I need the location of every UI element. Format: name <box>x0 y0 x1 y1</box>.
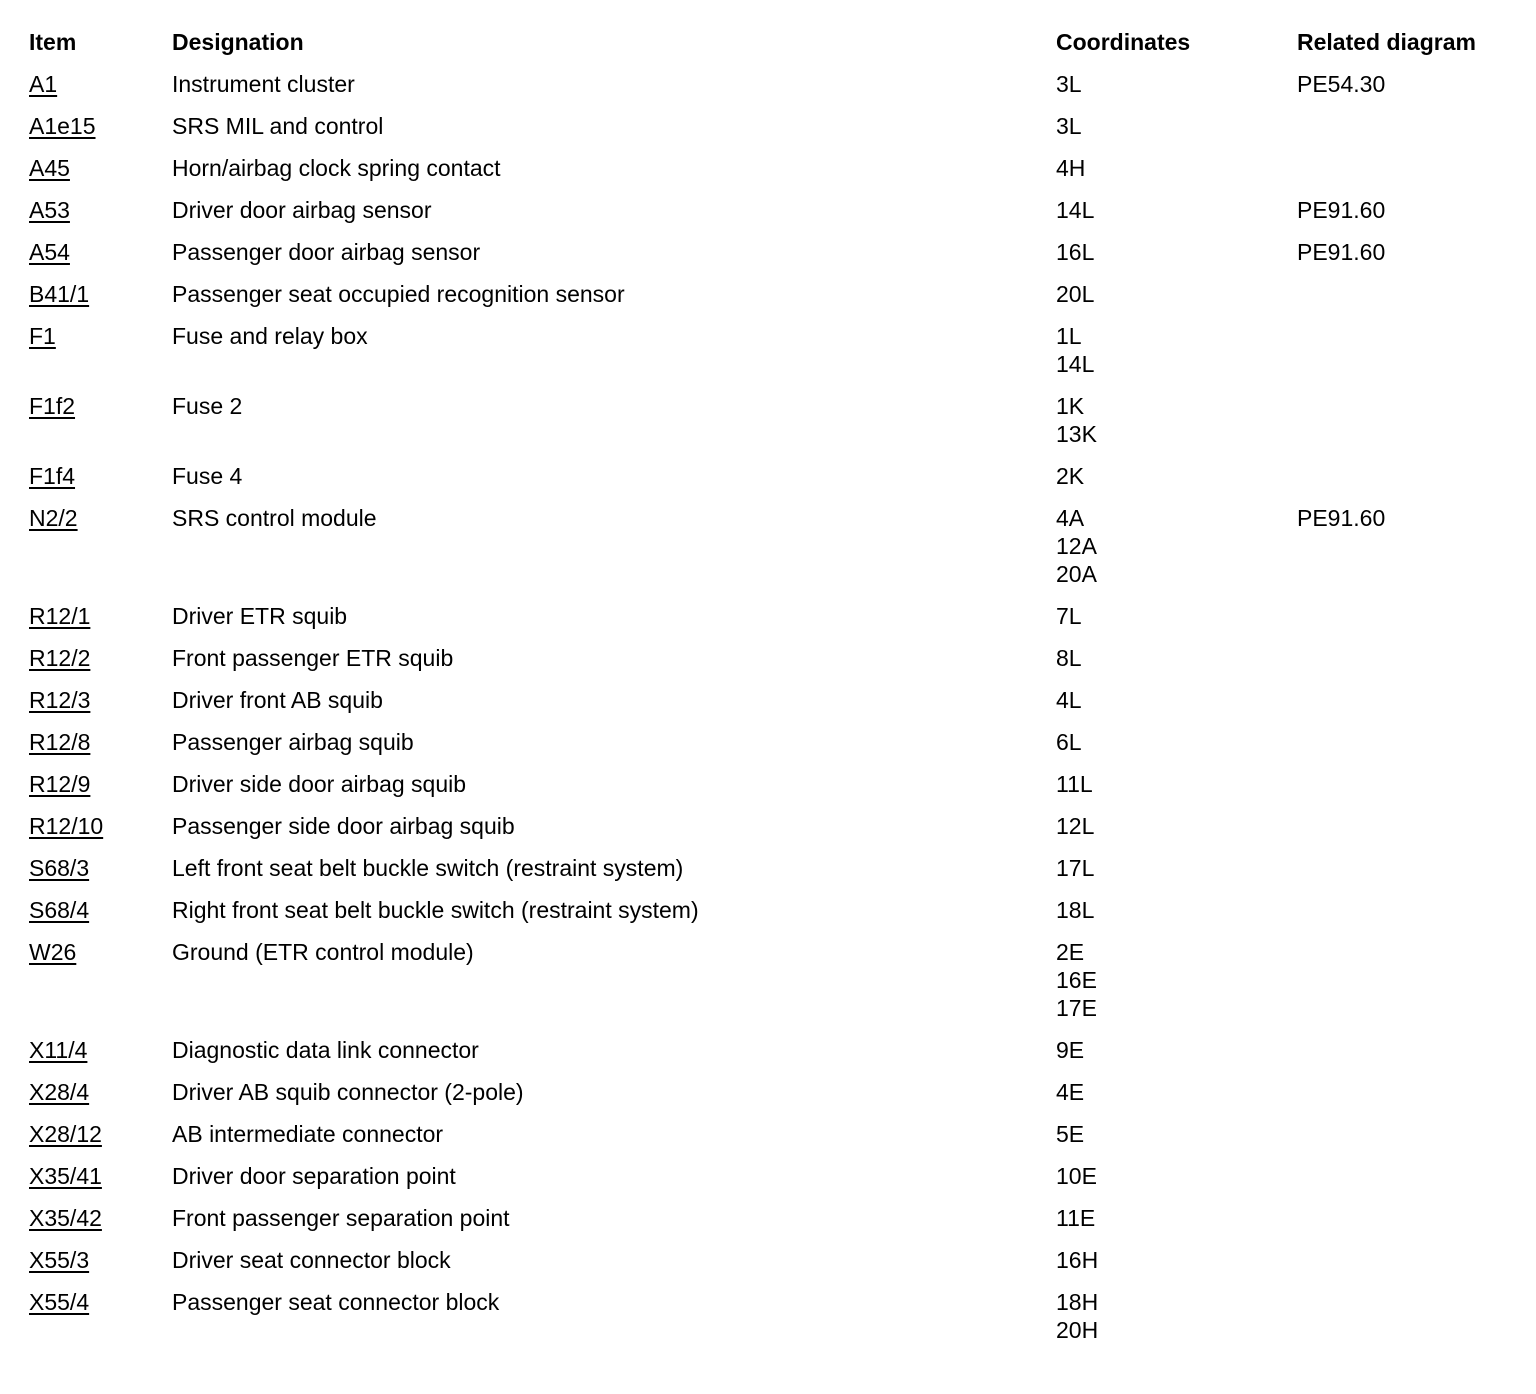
coordinates-cell <box>1056 1036 1084 1064</box>
coordinates-cell <box>1056 644 1082 672</box>
related-diagram-cell: PE91.60 <box>1297 197 1386 223</box>
table-row <box>29 1246 1519 1288</box>
coordinate-value: 20L <box>1056 281 1095 307</box>
table-body <box>29 70 1519 1358</box>
item-link[interactable]: R12/2 <box>29 645 91 671</box>
table-row <box>29 1204 1519 1246</box>
table-row <box>29 154 1519 196</box>
coordinate-value: 1K <box>1056 393 1085 419</box>
coordinate-value: 14L <box>1056 197 1095 223</box>
coordinate-value: 20A <box>1056 561 1097 587</box>
header-related-diagram: Related diagram <box>1297 29 1476 55</box>
item-link[interactable]: X11/4 <box>29 1037 88 1063</box>
item-link[interactable]: X55/4 <box>29 1289 90 1315</box>
table-row <box>29 938 1519 1036</box>
coordinates-cell <box>1056 602 1082 630</box>
coordinate-value: 1L <box>1056 323 1082 349</box>
component-legend-table <box>29 28 1519 1358</box>
table-row <box>29 238 1519 280</box>
item-link[interactable]: R12/3 <box>29 687 91 713</box>
item-link[interactable]: R12/10 <box>29 813 104 839</box>
coordinates-cell <box>1056 770 1093 798</box>
item-link[interactable]: X28/12 <box>29 1121 102 1147</box>
coordinate-value: 20H <box>1056 1317 1099 1343</box>
coordinates-cell <box>1056 196 1094 224</box>
coordinates-cell <box>1056 70 1082 98</box>
coordinates-cell <box>1056 854 1094 882</box>
coordinate-value: 18H <box>1056 1289 1099 1315</box>
item-link[interactable]: R12/8 <box>29 729 91 755</box>
coordinate-value: 17E <box>1056 995 1097 1021</box>
coordinate-value: 13K <box>1056 421 1097 447</box>
table-row <box>29 1288 1519 1358</box>
table-row <box>29 1078 1519 1120</box>
coordinate-value: 4A <box>1056 505 1085 531</box>
item-link[interactable]: W26 <box>29 939 77 965</box>
designation-cell: Passenger airbag squib <box>172 729 414 755</box>
designation-cell: Driver door separation point <box>172 1163 456 1189</box>
header-item: Item <box>29 29 77 55</box>
designation-cell: Driver AB squib connector (2-pole) <box>172 1079 524 1105</box>
table-row <box>29 504 1519 602</box>
table-row <box>29 462 1519 504</box>
table-row <box>29 854 1519 896</box>
designation-cell: AB intermediate connector <box>172 1121 444 1147</box>
item-link[interactable]: N2/2 <box>29 505 78 531</box>
coordinates-cell <box>1056 504 1097 588</box>
designation-cell: Front passenger separation point <box>172 1205 510 1231</box>
item-link[interactable]: A54 <box>29 239 70 265</box>
table-row <box>29 280 1519 322</box>
designation-cell: Passenger side door airbag squib <box>172 813 515 839</box>
table-row <box>29 728 1519 770</box>
item-link[interactable]: A45 <box>29 155 70 181</box>
header-coordinates: Coordinates <box>1056 29 1191 55</box>
coordinates-cell <box>1056 112 1082 140</box>
designation-cell: Horn/airbag clock spring contact <box>172 155 501 181</box>
coordinates-cell <box>1056 728 1082 756</box>
designation-cell: Passenger seat occupied recognition sensor <box>172 281 625 307</box>
coordinate-value: 8L <box>1056 645 1082 671</box>
coordinate-value: 2E <box>1056 939 1085 965</box>
coordinates-cell <box>1056 392 1097 448</box>
table-row <box>29 770 1519 812</box>
coordinates-cell <box>1056 1246 1098 1274</box>
coordinate-value: 4L <box>1056 687 1082 713</box>
designation-cell: Driver side door airbag squib <box>172 771 467 797</box>
item-link[interactable]: X55/3 <box>29 1247 90 1273</box>
item-link[interactable]: R12/1 <box>29 603 91 629</box>
coordinate-value: 12A <box>1056 533 1097 559</box>
item-link[interactable]: F1 <box>29 323 56 349</box>
coordinate-value: 9E <box>1056 1037 1085 1063</box>
coordinate-value: 16L <box>1056 239 1095 265</box>
coordinate-value: 16E <box>1056 967 1097 993</box>
coordinates-cell <box>1056 322 1094 378</box>
coordinates-cell <box>1056 238 1094 266</box>
designation-cell: SRS control module <box>172 505 377 531</box>
coordinates-cell <box>1056 938 1097 1022</box>
coordinates-cell <box>1056 896 1094 924</box>
designation-cell: Fuse and relay box <box>172 323 368 349</box>
coordinate-value: 3L <box>1056 71 1082 97</box>
designation-cell: Diagnostic data link connector <box>172 1037 479 1063</box>
designation-cell: Driver ETR squib <box>172 603 348 629</box>
coordinates-cell <box>1056 462 1084 490</box>
coordinate-value: 11E <box>1056 1205 1096 1231</box>
table-row <box>29 1036 1519 1078</box>
coordinates-cell <box>1056 1204 1095 1232</box>
item-link[interactable]: A1 <box>29 71 58 97</box>
coordinate-value: 14L <box>1056 351 1095 377</box>
item-link[interactable]: A1e15 <box>29 113 96 139</box>
designation-cell: Front passenger ETR squib <box>172 645 454 671</box>
coordinate-value: 17L <box>1056 855 1095 881</box>
item-link[interactable]: B41/1 <box>29 281 90 307</box>
table-row <box>29 322 1519 392</box>
coordinates-cell <box>1056 1120 1084 1148</box>
table-row <box>29 1162 1519 1204</box>
designation-cell: Driver seat connector block <box>172 1247 451 1273</box>
related-diagram-cell: PE54.30 <box>1297 71 1386 97</box>
designation-cell: Ground (ETR control module) <box>172 939 474 965</box>
coordinates-cell <box>1056 154 1085 182</box>
coordinate-value: 6L <box>1056 729 1082 755</box>
related-diagram-cell: PE91.60 <box>1297 239 1386 265</box>
designation-cell: Right front seat belt buckle switch (restraint system) <box>172 897 699 923</box>
coordinate-value: 12L <box>1056 813 1095 839</box>
item-link[interactable]: F1f2 <box>29 393 76 419</box>
coordinate-value: 5E <box>1056 1121 1085 1147</box>
table-row <box>29 196 1519 238</box>
table-row <box>29 896 1519 938</box>
designation-cell: Fuse 4 <box>172 463 243 489</box>
table-row <box>29 70 1519 112</box>
coordinates-cell <box>1056 812 1094 840</box>
coordinate-value: 4H <box>1056 155 1086 181</box>
coordinate-value: 10E <box>1056 1163 1097 1189</box>
coordinates-cell <box>1056 1288 1098 1344</box>
coordinate-value: 16H <box>1056 1247 1099 1273</box>
item-link[interactable]: X35/42 <box>29 1205 102 1231</box>
designation-cell: Fuse 2 <box>172 393 243 419</box>
header-designation: Designation <box>172 29 304 55</box>
item-link[interactable]: S68/4 <box>29 897 90 923</box>
coordinates-cell <box>1056 686 1082 714</box>
designation-cell: Instrument cluster <box>172 71 355 97</box>
designation-cell: Passenger seat connector block <box>172 1289 500 1315</box>
item-link[interactable]: X35/41 <box>29 1163 102 1189</box>
coordinates-cell <box>1056 1162 1097 1190</box>
item-link[interactable]: S68/3 <box>29 855 90 881</box>
designation-cell: SRS MIL and control <box>172 113 384 139</box>
coordinates-cell <box>1056 1078 1084 1106</box>
coordinate-value: 2K <box>1056 463 1085 489</box>
coordinate-value: 11L <box>1056 771 1093 797</box>
designation-cell: Driver door airbag sensor <box>172 197 432 223</box>
related-diagram-cell: PE91.60 <box>1297 505 1386 531</box>
coordinates-cell <box>1056 280 1094 308</box>
coordinate-value: 3L <box>1056 113 1082 139</box>
item-link[interactable]: A53 <box>29 197 70 223</box>
table-row <box>29 112 1519 154</box>
table-row <box>29 686 1519 728</box>
coordinate-value: 4E <box>1056 1079 1085 1105</box>
coordinate-value: 18L <box>1056 897 1095 923</box>
table-row <box>29 602 1519 644</box>
table-row <box>29 644 1519 686</box>
coordinate-value: 7L <box>1056 603 1082 629</box>
designation-cell: Left front seat belt buckle switch (restraint system) <box>172 855 684 881</box>
table-row <box>29 392 1519 462</box>
table-header-row <box>29 28 1519 70</box>
table-row <box>29 1120 1519 1162</box>
designation-cell: Passenger door airbag sensor <box>172 239 481 265</box>
item-link[interactable]: R12/9 <box>29 771 91 797</box>
item-link[interactable]: X28/4 <box>29 1079 90 1105</box>
item-link[interactable]: F1f4 <box>29 463 76 489</box>
table-row <box>29 812 1519 854</box>
designation-cell: Driver front AB squib <box>172 687 383 713</box>
